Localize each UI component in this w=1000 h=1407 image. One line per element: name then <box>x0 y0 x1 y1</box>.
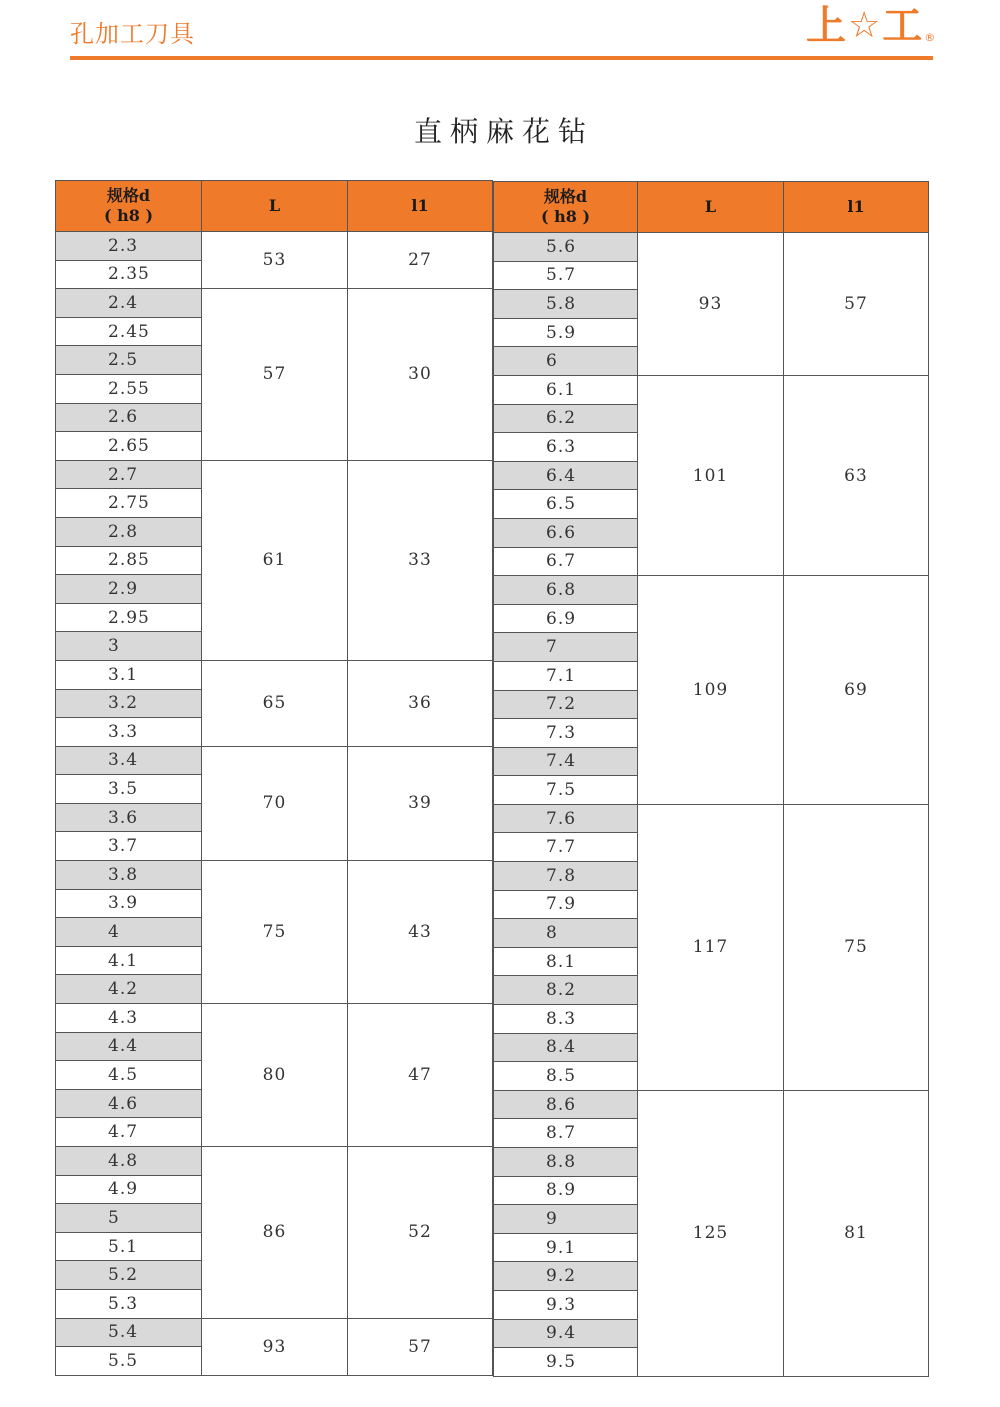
cell-length-L: 93 <box>202 1318 348 1375</box>
cell-diameter: 7.3 <box>494 719 638 748</box>
cell-diameter: 3.8 <box>56 861 202 890</box>
cell-length-L: 70 <box>202 746 348 860</box>
cell-length-L: 80 <box>202 1004 348 1147</box>
cell-diameter: 9.3 <box>494 1290 638 1319</box>
cell-diameter: 5.9 <box>494 318 638 347</box>
column-header-d-line2: ( h8 ) <box>540 207 591 226</box>
cell-diameter: 5.4 <box>56 1318 202 1347</box>
cell-length-L: 61 <box>202 460 348 660</box>
cell-length-L: 86 <box>202 1147 348 1319</box>
cell-diameter: 3.4 <box>56 746 202 775</box>
cell-diameter: 8.7 <box>494 1119 638 1148</box>
cell-diameter: 8.2 <box>494 976 638 1005</box>
cell-diameter: 5 <box>56 1204 202 1233</box>
cell-diameter: 4.6 <box>56 1089 202 1118</box>
cell-diameter: 3.6 <box>56 803 202 832</box>
page-title: 直柄麻花钻 <box>413 115 594 148</box>
cell-diameter: 9.2 <box>494 1262 638 1291</box>
cell-flute-length-l1: 43 <box>348 861 493 1004</box>
cell-diameter: 2.9 <box>56 575 202 604</box>
cell-diameter: 6.3 <box>494 433 638 462</box>
cell-length-L: 109 <box>638 576 784 805</box>
registered-mark: ® <box>924 31 936 44</box>
cell-length-L: 93 <box>638 233 784 376</box>
cell-diameter: 7.6 <box>494 804 638 833</box>
cell-diameter: 6.5 <box>494 490 638 519</box>
cell-diameter: 3.3 <box>56 718 202 747</box>
cell-diameter: 3.7 <box>56 832 202 861</box>
header-divider <box>70 56 933 60</box>
cell-flute-length-l1: 33 <box>348 460 493 660</box>
cell-diameter: 6.7 <box>494 547 638 576</box>
cell-diameter: 7.7 <box>494 833 638 862</box>
cell-diameter: 3.9 <box>56 889 202 918</box>
cell-diameter: 7 <box>494 633 638 662</box>
cell-diameter: 7.5 <box>494 776 638 805</box>
cell-diameter: 2.85 <box>56 546 202 575</box>
column-header-d-line2: ( h8 ) <box>103 206 154 225</box>
table-row <box>56 460 493 489</box>
table-row <box>494 375 929 404</box>
cell-diameter: 8.1 <box>494 947 638 976</box>
cell-diameter: 2.7 <box>56 460 202 489</box>
cell-diameter: 4.2 <box>56 975 202 1004</box>
spec-table-left <box>55 180 493 1376</box>
cell-diameter: 2.95 <box>56 603 202 632</box>
column-header-l1: l1 <box>348 181 493 232</box>
cell-diameter: 3.5 <box>56 775 202 804</box>
cell-diameter: 4 <box>56 918 202 947</box>
cell-diameter: 8.5 <box>494 1062 638 1091</box>
table-row <box>56 746 493 775</box>
cell-diameter: 2.4 <box>56 289 202 318</box>
cell-diameter: 5.6 <box>494 233 638 262</box>
column-header-l1: l1 <box>784 182 929 233</box>
cell-diameter: 5.5 <box>56 1347 202 1376</box>
cell-diameter: 5.3 <box>56 1289 202 1318</box>
header-title: 孔加工刀具 <box>70 20 195 48</box>
cell-diameter: 2.8 <box>56 517 202 546</box>
cell-diameter: 7.4 <box>494 747 638 776</box>
cell-diameter: 4.7 <box>56 1118 202 1147</box>
cell-flute-length-l1: 57 <box>348 1318 493 1375</box>
cell-diameter: 3 <box>56 632 202 661</box>
cell-diameter: 3.1 <box>56 660 202 689</box>
cell-diameter: 4.3 <box>56 1004 202 1033</box>
cell-diameter: 9 <box>494 1205 638 1234</box>
cell-diameter: 2.5 <box>56 346 202 375</box>
cell-diameter: 4.5 <box>56 1061 202 1090</box>
cell-diameter: 8.9 <box>494 1176 638 1205</box>
cell-flute-length-l1: 63 <box>784 375 929 575</box>
cell-length-L: 53 <box>202 232 348 289</box>
spec-table-right <box>493 181 929 1377</box>
cell-length-L: 57 <box>202 289 348 461</box>
cell-diameter: 6.2 <box>494 404 638 433</box>
cell-flute-length-l1: 75 <box>784 804 929 1090</box>
table-row <box>494 576 929 605</box>
table-row <box>494 804 929 833</box>
cell-diameter: 9.5 <box>494 1348 638 1377</box>
cell-diameter: 5.7 <box>494 261 638 290</box>
cell-diameter: 7.8 <box>494 862 638 891</box>
column-header-d <box>494 182 638 233</box>
cell-flute-length-l1: 36 <box>348 660 493 746</box>
logo-char-left: 上 <box>806 3 846 49</box>
cell-diameter: 4.9 <box>56 1175 202 1204</box>
column-header-L: L <box>202 181 348 232</box>
cell-flute-length-l1: 30 <box>348 289 493 461</box>
cell-diameter: 7.1 <box>494 661 638 690</box>
cell-diameter: 6.1 <box>494 375 638 404</box>
cell-diameter: 6.8 <box>494 576 638 605</box>
cell-diameter: 9.4 <box>494 1319 638 1348</box>
cell-diameter: 4.8 <box>56 1147 202 1176</box>
cell-length-L: 75 <box>202 861 348 1004</box>
column-header-d <box>56 181 202 232</box>
table-row <box>56 1147 493 1176</box>
cell-diameter: 8.6 <box>494 1090 638 1119</box>
cell-length-L: 125 <box>638 1090 784 1376</box>
table-row <box>56 660 493 689</box>
table-row <box>494 1090 929 1119</box>
column-header-d-line1: 规格d <box>543 187 588 206</box>
cell-diameter: 5.2 <box>56 1261 202 1290</box>
cell-diameter: 6.4 <box>494 461 638 490</box>
table-row <box>56 232 493 261</box>
table-row <box>56 289 493 318</box>
cell-flute-length-l1: 47 <box>348 1004 493 1147</box>
table-row <box>56 1004 493 1033</box>
logo-char-right: 工 <box>882 3 923 49</box>
cell-diameter: 6.9 <box>494 604 638 633</box>
brand-logo <box>806 4 935 48</box>
table-body-right <box>494 233 929 1377</box>
cell-diameter: 4.4 <box>56 1032 202 1061</box>
column-header-d-line1: 规格d <box>106 186 151 205</box>
cell-diameter: 2.75 <box>56 489 202 518</box>
cell-diameter: 8.3 <box>494 1005 638 1034</box>
star-icon: ☆ <box>848 5 881 46</box>
cell-flute-length-l1: 39 <box>348 746 493 860</box>
cell-diameter: 8 <box>494 919 638 948</box>
cell-diameter: 2.35 <box>56 260 202 289</box>
column-header-L: L <box>638 182 784 233</box>
cell-diameter: 6.6 <box>494 518 638 547</box>
table-body-left <box>56 232 493 1376</box>
table-row <box>494 233 929 262</box>
cell-diameter: 8.8 <box>494 1148 638 1177</box>
cell-diameter: 2.65 <box>56 432 202 461</box>
cell-length-L: 65 <box>202 660 348 746</box>
cell-diameter: 2.6 <box>56 403 202 432</box>
cell-diameter: 5.8 <box>494 290 638 319</box>
cell-flute-length-l1: 81 <box>784 1090 929 1376</box>
cell-flute-length-l1: 69 <box>784 576 929 805</box>
cell-diameter: 5.1 <box>56 1232 202 1261</box>
cell-flute-length-l1: 52 <box>348 1147 493 1319</box>
cell-length-L: 101 <box>638 375 784 575</box>
cell-diameter: 6 <box>494 347 638 376</box>
cell-diameter: 2.45 <box>56 317 202 346</box>
cell-flute-length-l1: 57 <box>784 233 929 376</box>
cell-diameter: 8.4 <box>494 1033 638 1062</box>
table-header-row <box>494 182 929 233</box>
cell-flute-length-l1: 27 <box>348 232 493 289</box>
cell-diameter: 7.9 <box>494 890 638 919</box>
cell-diameter: 7.2 <box>494 690 638 719</box>
table-row <box>56 1318 493 1347</box>
cell-diameter: 2.55 <box>56 374 202 403</box>
cell-diameter: 2.3 <box>56 232 202 261</box>
cell-diameter: 3.2 <box>56 689 202 718</box>
cell-length-L: 117 <box>638 804 784 1090</box>
cell-diameter: 4.1 <box>56 946 202 975</box>
table-row <box>56 861 493 890</box>
table-header-row <box>56 181 493 232</box>
cell-diameter: 9.1 <box>494 1233 638 1262</box>
